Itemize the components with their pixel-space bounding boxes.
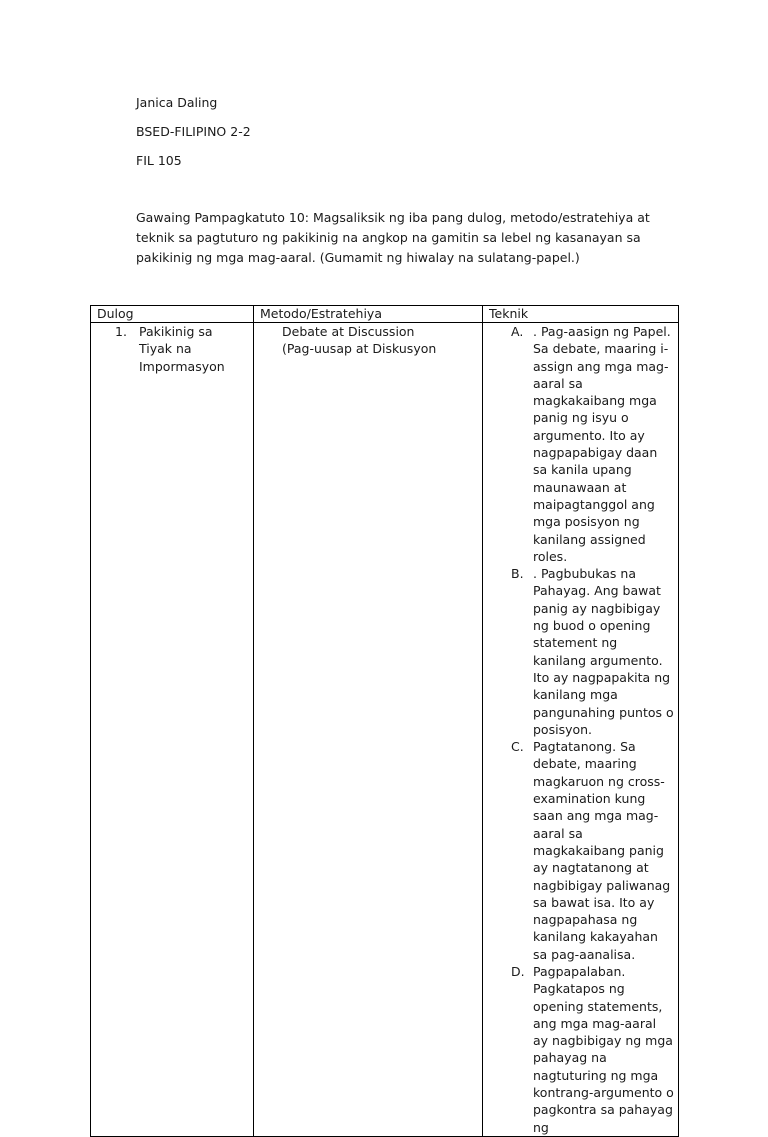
lesson-table — [90, 305, 679, 1137]
dulog-number: 1. — [115, 324, 127, 339]
list-item — [511, 323, 674, 565]
teknik-marker: C. — [511, 739, 524, 755]
metodo-text: Debate at Discussion (Pag-uusap at Diskusyon — [282, 324, 437, 357]
course-code: FIL 105 — [136, 153, 182, 168]
dulog-text: Pakikinig sa Tiyak na Impormasyon — [139, 324, 225, 374]
metodo-cell — [254, 323, 483, 1137]
list-item — [511, 963, 674, 1136]
teknik-cell — [483, 323, 679, 1137]
list-item — [511, 565, 674, 738]
teknik-text: Pagtatanong. Sa debate, maaring magkaruon ng cross-examination kung saan ang mga mag-aaral sa magkakaibang panig ay nagtatanong at nagbibigay paliwanag sa bawat isa. Ito ay nagpapahasa ng kanilang kakayahan sa pag-aanalisa. — [533, 739, 671, 962]
dulog-cell — [91, 323, 254, 1137]
teknik-text: . Pagbubukas na Pahayag. Ang bawat panig ay nagbibigay ng buod o opening statement ng kanilang argumento. Ito ay nagpapakita ng kanilang mga pangunahing puntos o posisyon. — [533, 566, 674, 737]
student-name: Janica Daling — [136, 95, 218, 110]
header-dulog: Dulog — [91, 306, 254, 323]
student-section: BSED-FILIPINO 2-2 — [136, 124, 251, 139]
table-row — [91, 323, 679, 1137]
teknik-text: . Pag-aasign ng Papel. Sa debate, maaring i-assign ang mga mag-aaral sa magkakaibang mga panig ng isyu o argumento. Ito ay nagpapabigay daan sa kanila upang maunawaan at maipagtanggol ang mga posisyon ng kanilang assigned roles. — [533, 324, 671, 564]
teknik-marker: B. — [511, 566, 524, 582]
teknik-marker: D. — [511, 963, 525, 979]
task-instructions: Gawaing Pampagkatuto 10: Magsaliksik ng iba pang dulog, metodo/estratehiya at teknik sa pagtuturo ng pakikinig na angkop na gamitin sa lebel ng kasanayan sa pakikinig ng mga mag-aaral. (Gumamit ng hiwalay na sulatang-papel.) — [136, 210, 650, 265]
table-header-row — [91, 306, 679, 323]
teknik-text: Pagpapalaban. Pagkatapos ng opening statements, ang mga mag-aaral ay nagbibigay ng mga pahayag na nagtuturing ng mga kontrang-argumento o pagkontra sa pahayag ng — [533, 963, 674, 1135]
list-item — [511, 738, 674, 963]
header-metodo: Metodo/Estratehiya — [254, 306, 483, 323]
teknik-marker: A. — [511, 324, 524, 339]
dulog-item — [91, 323, 247, 375]
teknik-list — [511, 323, 674, 1136]
header-teknik: Teknik — [483, 306, 679, 323]
